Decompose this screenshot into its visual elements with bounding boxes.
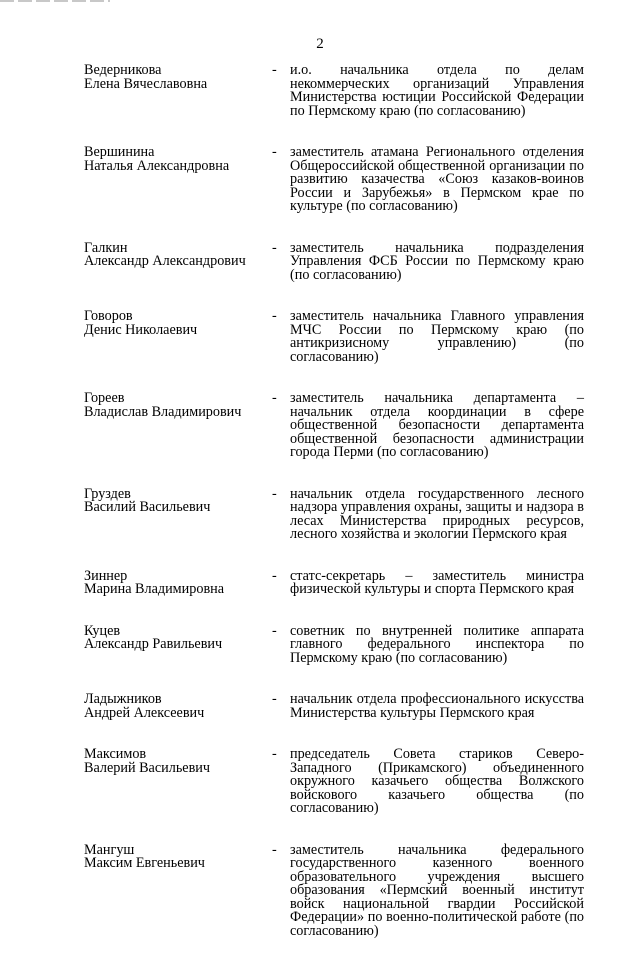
position-description: начальник отдела государственного лесного надзора управления охраны, защиты и надзора в лесах Министерства природных ресурсов, лесного хозяйства и экологии Пермского края — [290, 485, 584, 542]
position-description: заместитель начальника департамента – начальник отдела координации в сфере общественной безопасности департамента общественной безопасности администрации города Перми (по согласованию) — [290, 390, 584, 460]
surname: Максимов — [84, 746, 147, 762]
list-item — [84, 392, 584, 460]
given-names: Александр Александрович — [84, 253, 246, 269]
person-name — [84, 748, 272, 775]
given-names: Валерий Васильевич — [84, 759, 211, 776]
dash-separator: - — [272, 746, 277, 762]
position-description: председатель Совета стариков Северо-Западного (Прикамского) объединенного окружного казачьего общества Волжского войскового казачьего общества (по согласованию) — [290, 746, 584, 816]
list-item — [84, 841, 584, 939]
person-name — [84, 841, 272, 871]
surname: Ведерникова — [84, 62, 162, 78]
person-name — [84, 567, 272, 597]
dash-separator: - — [272, 144, 277, 160]
person-name — [84, 693, 272, 720]
dash-separator: - — [272, 691, 277, 707]
person-name — [84, 485, 272, 515]
person-name — [84, 146, 272, 173]
position-description: заместитель начальника федерального государственного казенного военного образовательного учреждения высшего образования «Пермский военный институт войск национальной гвардии Российской Федерации» по военно-политической работе (по согласованию) — [290, 841, 584, 939]
person-name — [84, 239, 272, 269]
given-names: Елена Вячеславовна — [84, 75, 208, 92]
list-item — [84, 239, 584, 283]
dash-separator: - — [272, 390, 277, 406]
given-names: Андрей Алексеевич — [84, 704, 205, 721]
scan-edge-mark — [0, 0, 110, 2]
dash-separator: - — [272, 62, 277, 78]
dash-separator: - — [272, 485, 277, 502]
person-name — [84, 310, 272, 337]
dash-separator: - — [272, 308, 277, 324]
list-item — [84, 310, 584, 364]
position-description: и.о. начальника отдела по делам некоммерческих организаций Управления Министерства юстиции Российской Федерации по Пермскому краю (по согласованию) — [290, 62, 584, 119]
position-description: заместитель атамана Регионального отделения Общероссийской общественной организации по развитию казачества «Союз казаков-воинов России и Зарубежья» в Пермском крае по культуре (по согласованию) — [290, 144, 584, 214]
dash-separator: - — [272, 239, 277, 256]
person-name — [84, 64, 272, 91]
surname: Галкин — [84, 239, 128, 256]
dash-separator: - — [272, 841, 277, 858]
given-names: Денис Николаевич — [84, 321, 198, 338]
surname: Говоров — [84, 308, 133, 324]
position-description: заместитель начальника Главного управления МЧС России по Пермскому краю (по антикризисному управлению) (по согласованию) — [290, 308, 584, 365]
surname: Зиннер — [84, 567, 128, 584]
list-item — [84, 622, 584, 666]
member-list — [84, 64, 584, 966]
given-names: Александр Равильевич — [84, 636, 223, 652]
given-names: Владислав Владимирович — [84, 403, 242, 420]
dash-separator: - — [272, 567, 277, 584]
position-description: статс-секретарь – заместитель министра физической культуры и спорта Пермского края — [290, 567, 584, 597]
given-names: Марина Владимировна — [84, 581, 225, 597]
given-names: Наталья Александровна — [84, 157, 230, 174]
position-description: советник по внутренней политике аппарата главного федерального инспектора по Пермскому краю (по согласованию) — [290, 622, 584, 666]
list-item — [84, 146, 584, 214]
person-name — [84, 392, 272, 419]
surname: Куцев — [84, 622, 121, 639]
list-item — [84, 693, 584, 720]
list-item — [84, 567, 584, 597]
position-description: заместитель начальника подразделения Управления ФСБ России по Пермскому краю (по согласованию) — [290, 239, 584, 283]
surname: Гореев — [84, 390, 125, 406]
given-names: Василий Васильевич — [84, 499, 211, 515]
page-number: 2 — [316, 36, 324, 52]
given-names: Максим Евгеньевич — [84, 855, 205, 871]
surname: Мангуш — [84, 841, 135, 858]
list-item — [84, 64, 584, 118]
dash-separator: - — [272, 622, 277, 639]
surname: Груздев — [84, 485, 131, 502]
list-item — [84, 485, 584, 542]
position-description: начальник отдела профессионального искусства Министерства культуры Пермского края — [290, 691, 584, 721]
list-item — [84, 748, 584, 816]
surname: Ладыжников — [84, 691, 162, 707]
surname: Вершинина — [84, 144, 155, 160]
person-name — [84, 622, 272, 652]
